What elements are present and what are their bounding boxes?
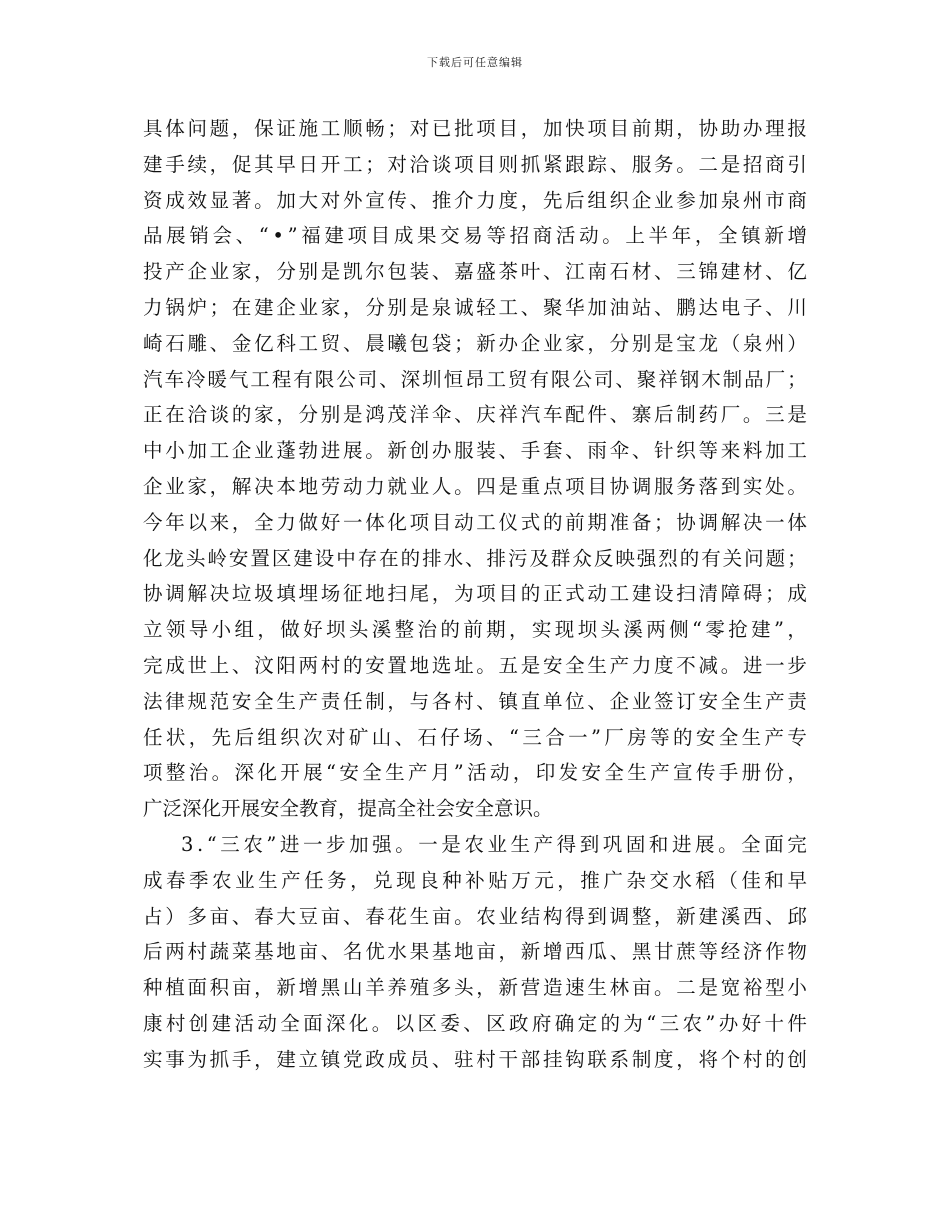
text-line: 力 锅 炉 ； 在 建 企 业 家 ， 分 别 是 泉 诚 轻 工 、 聚 华 加 油 站 、 鹏 达 电 子 、 川	[143, 295, 807, 319]
text-line: 任 状 ， 先 后 组 织 次 对 矿 山 、 石 仔 场 、 “ 三 合 一 ” 厂 房 等 的 安 全 生 产 专	[143, 725, 807, 749]
text-line: 立 领 导 小 组 ， 做 好 坝 头 溪 整 治 的 前 期 ， 实 现 坝 头 溪 两 侧 “ 零 抢 建 ” ，	[143, 618, 807, 642]
text-line: 今 年 以 来 ， 全 力 做 好 一 体 化 项 目 动 工 仪 式 的 前 期 准 备 ； 协 调 解 决 一 体	[143, 510, 807, 534]
text-line: 汽 车 冷 暖 气 工 程 有 限 公 司 、 深 圳 恒 昂 工 贸 有 限 公 司 、 聚 祥 钢 木 制 品 厂 ；	[143, 367, 807, 391]
text-line: 3 . “ 三 农 ” 进 一 步 加 强 。 一 是 农 业 生 产 得 到 巩 固 和 进 展 。 全 面 完	[181, 832, 807, 856]
text-line: 成 春 季 农 业 生 产 任 务 ， 兑 现 良 种 补 贴 万 元 ， 推 广 杂 交 水 稻 （ 佳 和 早	[143, 868, 807, 892]
text-line: 种 植 面 积 亩 ， 新 增 黑 山 羊 养 殖 多 头 ， 新 营 造 速 生 林 亩 。 二 是 宽 裕 型 小	[143, 976, 807, 1000]
text-line: 占 ） 多 亩 、 春 大 豆 亩 、 春 花 生 亩 。 农 业 结 构 得 到 调 整 ， 新 建 溪 西 、 邱	[143, 904, 807, 928]
text-line: 完 成 世 上 、 汶 阳 两 村 的 安 置 地 选 址 。 五 是 安 全 生 产 力 度 不 减 。 进 一 步	[143, 653, 807, 677]
text-line: 广泛深化开展安全教育，提高全社会安全意识。	[143, 797, 553, 821]
text-line: 康 村 创 建 活 动 全 面 深 化 。 以 区 委 、 区 政 府 确 定 的 为 “ 三 农 ” 办 好 十 件	[143, 1011, 807, 1035]
document-body	[143, 111, 807, 1078]
text-line: 化 龙 头 岭 安 置 区 建 设 中 存 在 的 排 水 、 排 污 及 群 众 反 映 强 烈 的 有 关 问 题 ；	[143, 546, 807, 570]
text-line: 项 整 治 。 深 化 开 展 “ 安 全 生 产 月 ” 活 动 ， 印 发 安 全 生 产 宣 传 手 册 份 ，	[143, 761, 807, 785]
text-line: 实 事 为 抓 手 ， 建 立 镇 党 政 成 员 、 驻 村 干 部 挂 钩 联 系 制 度 ， 将 个 村 的 创	[143, 1047, 807, 1071]
text-line: 品 展 销 会 、 “ • ” 福 建 项 目 成 果 交 易 等 招 商 活 动 。 上 半 年 ， 全 镇 新 增	[143, 224, 807, 248]
text-line: 崎 石 雕 、 金 亿 科 工 贸 、 晨 曦 包 袋 ； 新 办 企 业 家 ， 分 别 是 宝 龙 （ 泉 州 ）	[143, 331, 807, 355]
text-line: 协 调 解 决 垃 圾 填 埋 场 征 地 扫 尾 ， 为 项 目 的 正 式 动 工 建 设 扫 清 障 碍 ； 成	[143, 582, 807, 606]
text-line: 企 业 家 ， 解 决 本 地 劳 动 力 就 业 人 。 四 是 重 点 项 目 协 调 服 务 落 到 实 处 。	[143, 474, 807, 498]
text-line: 中 小 加 工 企 业 蓬 勃 进 展 。 新 创 办 服 装 、 手 套 、 雨 伞 、 针 织 等 来 料 加 工	[143, 439, 807, 463]
page-header: 下载后可任意编辑	[427, 56, 523, 69]
text-line: 具 体 问 题 ， 保 证 施 工 顺 畅 ； 对 已 批 项 目 ， 加 快 项 目 前 期 ， 协 助 办 理 报	[143, 117, 807, 140]
text-line: 法 律 规 范 安 全 生 产 责 任 制 ， 与 各 村 、 镇 直 单 位 、 企 业 签 订 安 全 生 产 责	[143, 689, 807, 713]
text-line: 投 产 企 业 家 ， 分 别 是 凯 尔 包 装 、 嘉 盛 茶 叶 、 江 南 石 材 、 三 锦 建 材 、 亿	[143, 260, 807, 284]
text-line: 资 成 效 显 著 。 加 大 对 外 宣 传 、 推 介 力 度 ， 先 后 组 织 企 业 参 加 泉 州 市 商	[143, 188, 807, 212]
text-line: 后 两 村 蔬 菜 基 地 亩 、 名 优 水 果 基 地 亩 ， 新 增 西 瓜 、 黑 甘 蔗 等 经 济 作 物	[143, 940, 807, 964]
text-line: 建 手 续 ， 促 其 早 日 开 工 ； 对 洽 谈 项 目 则 抓 紧 跟 踪 、 服 务 。 二 是 招 商 引	[143, 152, 807, 176]
text-line: 正 在 洽 谈 的 家 ， 分 别 是 鸿 茂 洋 伞 、 庆 祥 汽 车 配 件 、 寨 后 制 药 厂 。 三 是	[143, 403, 807, 427]
